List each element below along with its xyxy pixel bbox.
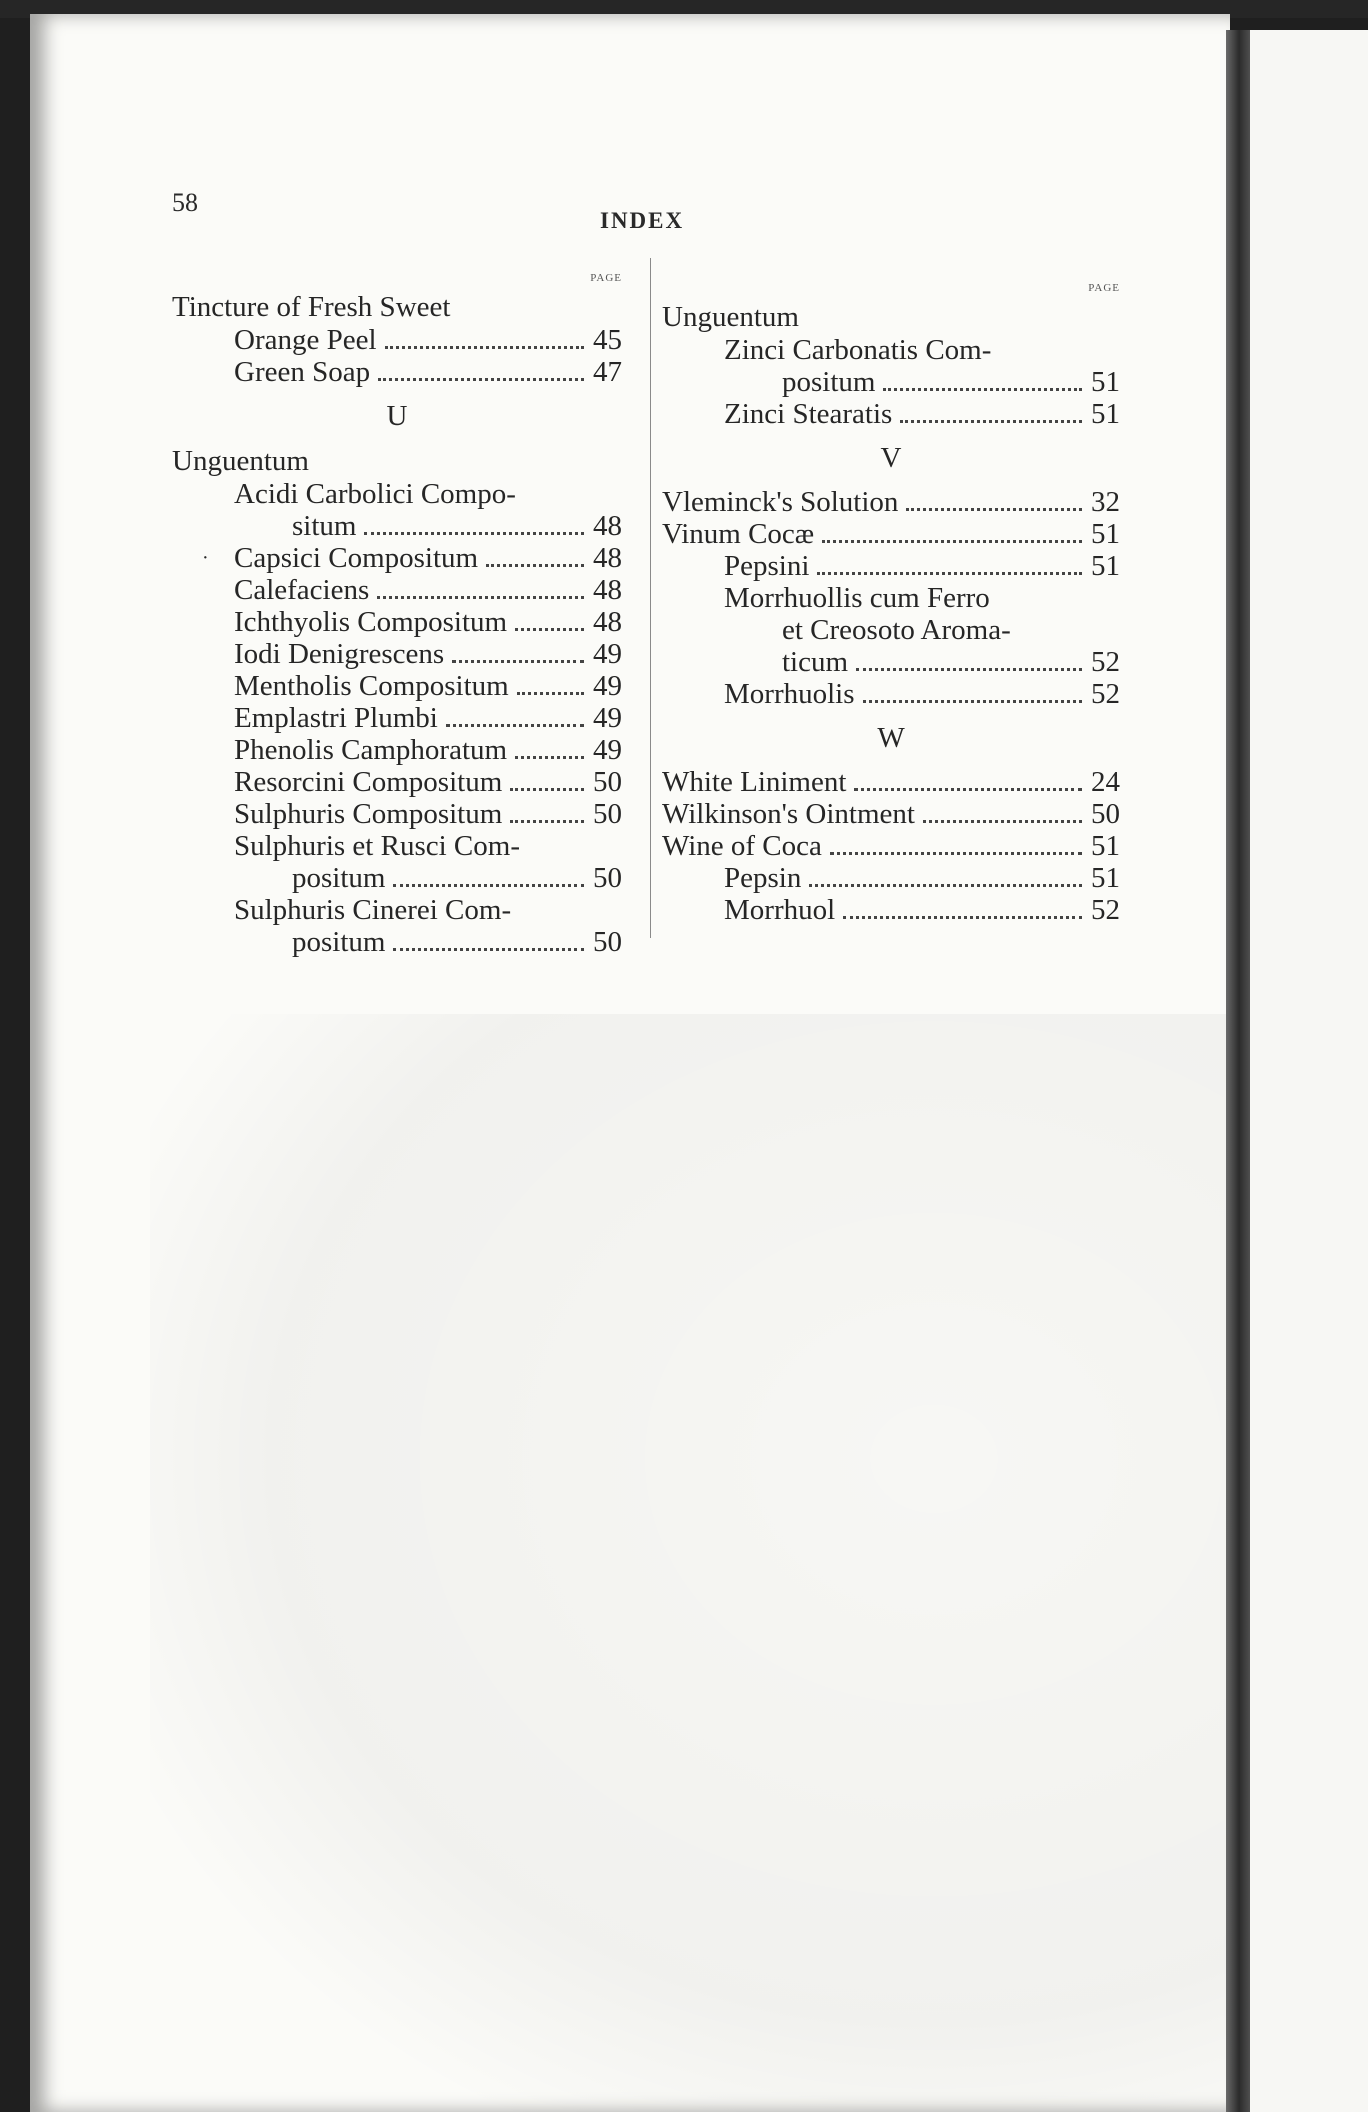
dot-leader (452, 660, 584, 663)
index-entry (662, 798, 1120, 830)
dot-leader (900, 420, 1082, 423)
index-entry (662, 518, 1120, 550)
index-entry (172, 798, 622, 830)
entry-page: 51 (1091, 518, 1120, 550)
index-entry (662, 862, 1120, 894)
entry-text: Capsici Compositum (234, 542, 479, 574)
entry-text: Mentholis Compositum (234, 670, 509, 702)
index-heading: Unguentum (172, 445, 309, 477)
entry-text: positum (782, 366, 876, 398)
index-entry (172, 356, 622, 388)
entry-page: 52 (1091, 646, 1120, 678)
dot-leader (883, 388, 1082, 391)
dot-leader (486, 564, 584, 567)
dot-leader (856, 668, 1082, 671)
index-entry (172, 606, 622, 638)
entry-text: Vinum Cocæ (662, 518, 815, 550)
index-entry (172, 926, 622, 958)
index-entry (662, 550, 1120, 582)
index-entry-line: Zinci Carbonatis Com- (724, 334, 992, 366)
dot-leader (515, 628, 584, 631)
entry-page: 51 (1091, 830, 1120, 862)
index-entry-line: Morrhuollis cum Ferro (724, 582, 990, 614)
index-entry (172, 542, 622, 574)
index-entry (172, 324, 622, 356)
dot-leader (830, 852, 1082, 855)
dot-leader (822, 540, 1082, 543)
dot-leader (517, 692, 584, 695)
index-heading: Unguentum (662, 301, 799, 333)
entry-page: 50 (593, 926, 622, 958)
index-entry (172, 510, 622, 542)
dot-leader (378, 378, 584, 381)
entry-page: 49 (593, 638, 622, 670)
index-entry (172, 766, 622, 798)
dot-leader (843, 916, 1082, 919)
dot-leader (809, 884, 1082, 887)
entry-text: positum (292, 926, 386, 958)
dot-leader (863, 700, 1083, 703)
entry-page: 50 (1091, 798, 1120, 830)
water-stain (150, 1014, 1270, 2112)
entry-page: 48 (593, 542, 622, 574)
page-column-label: PAGE (1088, 282, 1120, 294)
entry-text: Green Soap (234, 356, 371, 388)
index-entry-line: Acidi Carbolici Compo- (234, 478, 516, 510)
index-entry (172, 638, 622, 670)
entry-page: 49 (593, 670, 622, 702)
index-entry (172, 734, 622, 766)
entry-text: positum (292, 862, 386, 894)
entry-text: Pepsin (724, 862, 802, 894)
entry-page: 24 (1091, 766, 1120, 798)
entry-text: Resorcini Compositum (234, 766, 503, 798)
dot-leader (510, 820, 584, 823)
entry-text: Orange Peel (234, 324, 377, 356)
index-entry (662, 486, 1120, 518)
entry-page: 47 (593, 356, 622, 388)
dot-leader (515, 756, 584, 759)
entry-page: 52 (1091, 678, 1120, 710)
entry-text: Morrhuol (724, 894, 836, 926)
section-letter: V (880, 442, 902, 474)
entry-text: Wilkinson's Ointment (662, 798, 915, 830)
index-entry (662, 766, 1120, 798)
entry-page: 49 (593, 702, 622, 734)
index-entry (662, 646, 1120, 678)
index-entry-line: et Creosoto Aroma- (782, 614, 1011, 646)
index-entry (662, 830, 1120, 862)
page-column-label: PAGE (590, 272, 622, 284)
dot-leader (385, 346, 584, 349)
dot-leader (854, 788, 1082, 791)
dot-leader (817, 572, 1082, 575)
index-entry (172, 670, 622, 702)
index-entry-line: Sulphuris et Rusci Com- (234, 830, 520, 862)
index-entry (662, 398, 1120, 430)
entry-page: 51 (1091, 366, 1120, 398)
entry-text: Iodi Denigrescens (234, 638, 445, 670)
dot-leader (377, 596, 584, 599)
entry-text: Ichthyolis Compositum (234, 606, 508, 638)
index-column-right (662, 282, 1120, 926)
running-head: INDEX (600, 208, 685, 233)
index-entry (172, 574, 622, 606)
entry-text: Sulphuris Compositum (234, 798, 503, 830)
index-entry-line: Sulphuris Cinerei Com- (234, 894, 512, 926)
entry-text: Wine of Coca (662, 830, 822, 862)
dot-leader (393, 948, 584, 951)
dot-leader (364, 532, 584, 535)
entry-page: 48 (593, 510, 622, 542)
entry-page: 51 (1091, 550, 1120, 582)
entry-page: 52 (1091, 894, 1120, 926)
entry-text: White Liniment (662, 766, 847, 798)
stray-mark: · (202, 547, 209, 569)
entry-page: 48 (593, 606, 622, 638)
entry-page: 51 (1091, 398, 1120, 430)
dot-leader (510, 788, 584, 791)
facing-page-edge (1250, 30, 1368, 2112)
book-gutter (1226, 30, 1252, 2112)
section-letter: W (877, 722, 905, 754)
entry-text: Vleminck's Solution (662, 486, 899, 518)
dot-leader (446, 724, 584, 727)
index-column-left (172, 272, 622, 958)
entry-text: situm (292, 510, 357, 542)
index-entry (662, 678, 1120, 710)
index-entry (662, 894, 1120, 926)
entry-page: 50 (593, 766, 622, 798)
page-number: 58 (172, 188, 198, 217)
entry-text: Calefaciens (234, 574, 370, 606)
entry-page: 32 (1091, 486, 1120, 518)
entry-page: 51 (1091, 862, 1120, 894)
entry-page: 49 (593, 734, 622, 766)
entry-page: 48 (593, 574, 622, 606)
entry-text: ticum (782, 646, 849, 678)
entry-text: Pepsini (724, 550, 810, 582)
entry-text: Morrhuolis (724, 678, 855, 710)
index-entry (662, 366, 1120, 398)
entry-text: Zinci Stearatis (724, 398, 893, 430)
entry-page: 50 (593, 862, 622, 894)
entry-text: Emplastri Plumbi (234, 702, 438, 734)
entry-page: 45 (593, 324, 622, 356)
entry-page: 50 (593, 798, 622, 830)
section-letter: U (386, 400, 408, 432)
index-entry (172, 702, 622, 734)
index-heading: Tincture of Fresh Sweet (172, 291, 451, 323)
dot-leader (393, 884, 584, 887)
dot-leader (906, 508, 1082, 511)
column-divider (650, 258, 651, 938)
dot-leader (923, 820, 1082, 823)
entry-text: Phenolis Camphoratum (234, 734, 508, 766)
index-entry (172, 862, 622, 894)
